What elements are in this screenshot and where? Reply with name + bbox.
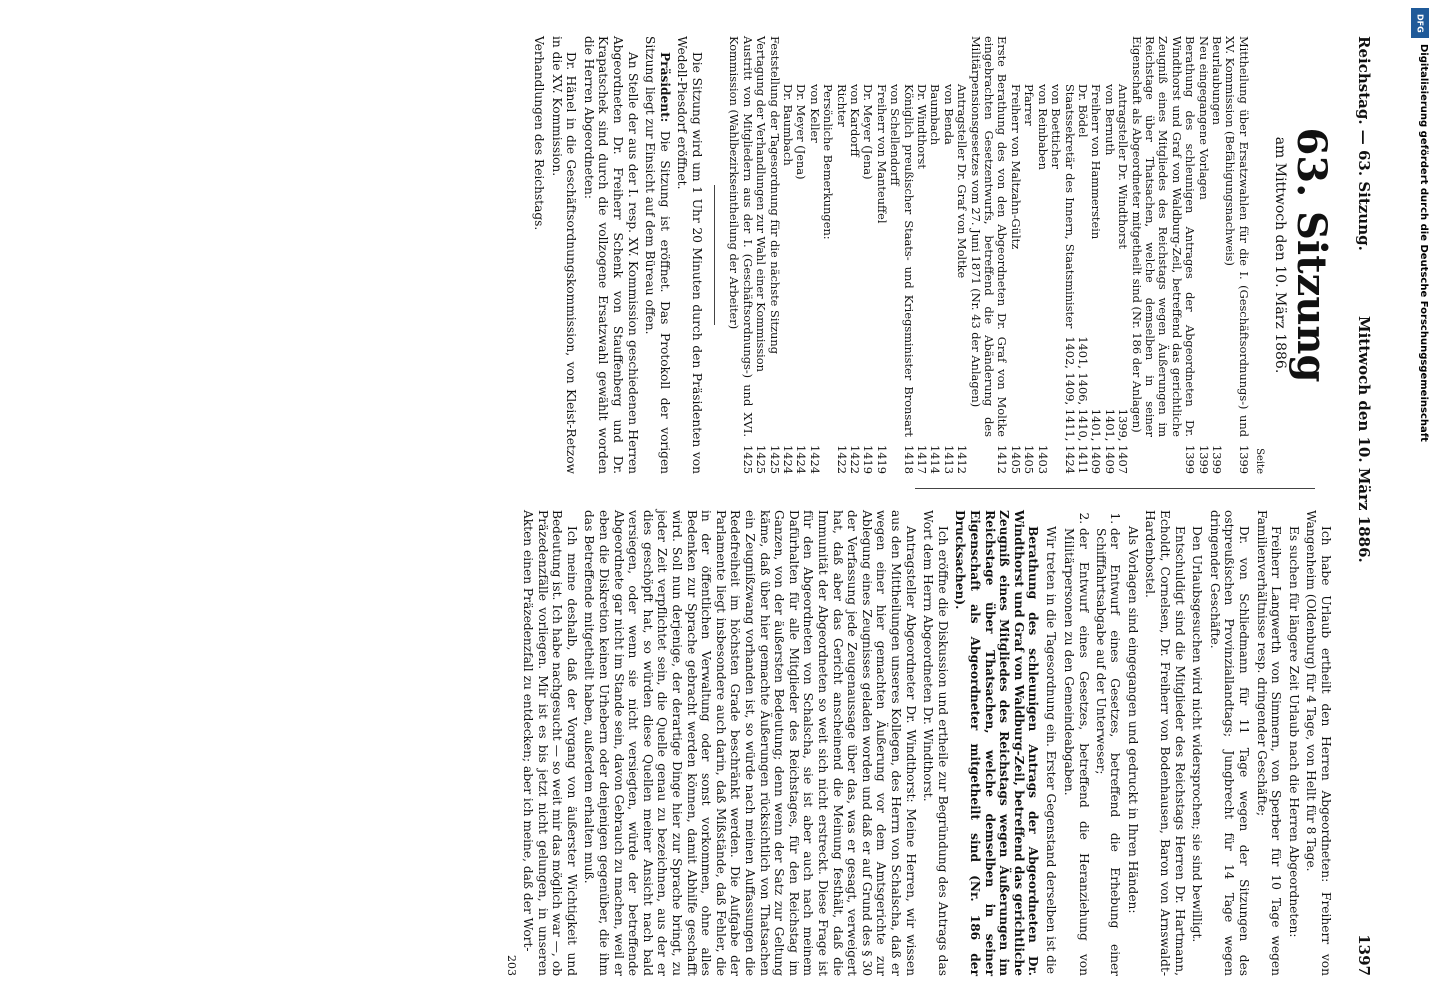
toc-entry-text: von Reinbaben	[1035, 84, 1050, 170]
toc-entry-text: Pfarrer	[1022, 84, 1037, 126]
submission-item: 2. der Entwurf eines Gesetzes, betreffend die Heranziehung von Militärpersonen zu den Gemeindeabgaben.	[1062, 528, 1091, 976]
toc-entry-page: 1399	[1196, 445, 1211, 474]
page-number: 1397	[1355, 934, 1373, 976]
toc-entry-page: 1402, 1409, 1411, 1424	[1062, 336, 1077, 474]
toc-entry-page: 1424	[794, 445, 809, 474]
submission-item: 1. der Entwurf eines Gesetzes, betreffend die Erhebung einer Schifffahrtsabgabe auf der Unterweser;	[1093, 528, 1122, 976]
closing-text: Verhandlungen des Reichstags.	[532, 36, 547, 231]
toc-entry-text: von Benda	[941, 84, 956, 145]
toc-entry	[915, 36, 928, 474]
toc-entry	[955, 36, 968, 474]
toc-entry	[1210, 36, 1223, 474]
toc-entry	[834, 36, 847, 474]
toc-entry	[1035, 36, 1048, 474]
paragraph-1: Ich habe Urlaub ertheilt den Herren Abgeordneten: Freiherr von Wangenheim (Oldenburg) für 4 Tage, von Hellt für 8 Tage.	[1304, 510, 1333, 976]
toc-entry-text: Mittheilung über Ersatzwahlen für die I. (Geschäftsordnungs-) und XV. Kommission (Befähigungsnachweis)	[1223, 36, 1251, 437]
toc-entry	[1129, 36, 1196, 474]
toc-entry	[861, 36, 874, 474]
paragraph-8: Wir treten in die Tagesordnung ein. Erster Gegenstand derselben ist die	[1043, 526, 1058, 975]
toc-entry	[781, 36, 794, 474]
toc-entry	[1076, 36, 1089, 474]
toc-entry-page: 1425	[767, 445, 782, 474]
dfg-logo-icon: DFG	[1411, 8, 1429, 38]
opening-text: Die Sitzung wird um 1 Uhr 20 Minuten durch den Präsidenten von Wedell-Piesdorf eröffnet.	[675, 36, 704, 474]
toc-entry-text: Dr. Windthorst	[915, 84, 930, 169]
toc-entry	[727, 36, 754, 474]
toc-entry-page: 1412	[995, 445, 1010, 474]
toc-entry-text: Antragsteller Dr. Windthorst	[1116, 84, 1131, 249]
toc-entry-page: 1425	[740, 445, 755, 474]
toc-entry	[1196, 36, 1209, 474]
toc-entry	[1009, 36, 1022, 474]
column-divider	[915, 488, 1315, 489]
toc-entry-page: 1401, 1409	[1089, 408, 1104, 474]
toc-entry-text: Freiherr von Manteuffel	[874, 84, 889, 224]
president-label: Präsident:	[657, 52, 672, 123]
toc-entry-page: 1399	[1210, 445, 1224, 474]
paragraph-11: Antragsteller Abgeordneter Dr. Windthorst: Meine Herren, wir wissen aus den Mittheilungen unseres Kollegen, des Herrn von Schalscha, daß er wegen einer hier gemachten Äußerung vor dem Amtsgerichte zur Ablegung eines Zeugnisses geladen worden und daß er auf Grund des § 30 der Verfassung jede Zeugenaussage über das, was er gesagt, verweigert hat, daß aber das Gericht anscheinend die Meinung festhält, daß die Immunität der Abgeordneten so weit sich nicht erstreckt. Diese Frage ist für den Abgeordneten von Schalscha, sie ist aber auch nach meinem Dafürhalten für alle Mitglieder des Reichstages, für den Reichstag im Ganzen, von der äußersten Bedeutung; denn wenn der Satz zur Geltung käme, daß über hier gemachte Äußerungen rücksichtlich von Thatsachen ein Zeugnißzwang vorhanden ist, so würde nach meinen Auffassungen die Redefreiheit im höchsten Grade beschränkt werden. Die Aufgabe der Parlamente liegt insbesondere auch darin, daß Mißstände, daß Fehler, die in der öffentlichen Verwaltung oder sonst vorkommen, ohne alles Bedenken zur Sprache gebracht werden können, damit Abhilfe geschafft wird. Soll nun derjenige, der derartige Dinge hier zur Sprache bringt, zu jeder Zeit verpflichtet sein, die Quelle genau zu bezeichnen, aus der er dies geschöpft hat, so würden diese Quellen meiner Ansicht nach bald versiegen, oder wenn sie nicht versiegten, würde der betreffende Abgeordnete gar nicht im Stande sein, davon Gebrauch zu machen, weil er eben die Diskretion keinen Urhebern oder denjenigen gegenüber, die ihm das Betreffende mitgetheilt haben, außerdem erhalten muß.	[582, 510, 918, 976]
paragraph-2: Es suchen für längere Zeit Urlaub nach die Herren Abgeordneten:	[1286, 526, 1301, 938]
toc-entry-page: 1414	[928, 445, 943, 474]
toc-entry-text: Dr. Meyer (Jena)	[861, 84, 876, 180]
president-paragraph	[643, 36, 672, 474]
toc-entry	[807, 36, 820, 474]
toc-entry	[1116, 36, 1129, 474]
toc-entry	[848, 36, 861, 474]
toc-entry-page: 1399, 1407	[1116, 408, 1131, 474]
paragraph-9: Berathung des schleunigen Antrags der Abgeordneten Dr. Windthorst und Graf von Waldburg-Zeil, betreffend das gerichtliche Zeugniß eines Mitgliedes des Reichstags wegen Äußerungen im Reichstage über Thatsachen, welche demselben in seiner Eigenschaft als Abgeordneter mitgetheilt sind (Nr. 186 der Drucksachen).	[953, 510, 1041, 976]
toc-entry-page: 1417	[915, 445, 930, 474]
toc-entry	[767, 36, 780, 474]
elections-text: An Stelle der aus der I. resp. XV. Kommission geschiedenen Herren Abgeordneten Dr. Freiherr Schenk von Stauffenberg und Dr. Krapatschek sind durch die vollzogene Ersatzwahl gewählt worden die Herren Abgeordneten:	[581, 36, 640, 474]
toc-entry	[754, 36, 767, 474]
paragraph-12: Ich meine deshalb, daß der Vorgang von äußerster Wichtigkeit und Bedeutung ist. Ich habe nachgesucht — so weit mir das möglich war —, ob Präzedenzfälle vorliegen. Mir ist es bis jetzt nicht gelungen, in unseren Akten einen Präzedenzfall zu entdecken; aber ich meine, daß der Wort-	[521, 510, 579, 976]
toc-entry-text: Freiherr von Hammerstein	[1089, 84, 1104, 240]
left-column	[528, 36, 1333, 474]
toc-entry-page: 1399	[1236, 445, 1251, 474]
toc-entry	[1223, 36, 1250, 474]
toc-entry	[888, 36, 915, 474]
toc-entry	[1022, 36, 1035, 474]
toc-entry	[941, 36, 954, 474]
running-header	[1347, 36, 1373, 976]
right-column	[503, 510, 1333, 976]
toc-entry-page: 1419	[874, 445, 889, 474]
toc-entry	[968, 36, 1008, 474]
toc-entry-page: 1401, 1406, 1410, 1411	[1075, 336, 1090, 474]
signature-mark: 203	[504, 955, 518, 976]
toc-entry-page: 1412	[955, 445, 970, 474]
toc-entry-text: von Kardorff	[848, 84, 863, 157]
toc-entry-text: Freiherr von Maltzahn-Gültz	[1008, 84, 1023, 250]
paragraph-5: Den Urlaubsgesuchen wird nicht widersprochen; sie sind bewilligt.	[1190, 526, 1205, 943]
toc-entry-page: 1413	[941, 445, 956, 474]
toc-entry	[1102, 36, 1115, 474]
toc-entry-page: 1422	[834, 445, 849, 474]
toc-entry-text: Dr. Baumbach	[781, 84, 795, 166]
paragraph-4: Dr. von Schliedmann für 11 Tage wegen der Sitzungen des ostpreußischen Provinziallandtags; Jungbrecht für 14 Tage wegen dringender Geschäfte.	[1207, 510, 1252, 976]
toc-entry-text: von Keller	[807, 84, 822, 143]
toc-entry-text: Neu eingegangene Vorlagen	[1196, 36, 1211, 200]
paragraph-6: Entschuldigt sind die Mitglieder des Reichstags Herren Dr. Hartmann, Echoldt, Cornelsen, Dr. Freiherr von Bodenhausen, Baron von Arnswaldt-Hardenbostel.	[1143, 510, 1187, 976]
toc-entry-page: 1424	[807, 445, 822, 474]
toc-entry	[821, 36, 834, 474]
toc-entry-text: Dr. Bödel	[1075, 84, 1090, 138]
toc-entry-text: Erste Berathung des von den Abgeordneten Dr. Graf von Moltke eingebrachten Gesetzentwurfs, betreffend die Abänderung des Militärpensionsgesetzes vom 27. Juni 1871 (Nr. 43 der Anlagen)	[968, 36, 1010, 437]
toc-entry-text: Antragsteller Dr. Graf von Moltke	[955, 84, 970, 279]
toc-entry-text: Berathung des schleunigen Antrages der Abgeordneten Dr. Windthorst und Graf von Waldburg-Zeil, betreffend das gerichtliche Zeugniß eines Mitgliedes des Reichstags wegen Äußerungen im Reichstage über Thatsachen, welche demselben in seiner Eigenschaft als Abgeordneter mitgetheilt sind (Nr. 186 der Anlagen)	[1129, 36, 1198, 437]
toc-entry-text: Richter	[834, 84, 849, 127]
toc-entry	[928, 36, 941, 474]
header-date: Mittwoch den 10. März 1886.	[1355, 316, 1373, 563]
toc-entry-page: 1399	[1183, 445, 1198, 474]
toc-entry-text: Baumbach	[928, 84, 943, 146]
toc-entry-text: Königlich preußischer Staats- und Kriegsminister Bronsart von Schellendorff	[888, 84, 916, 437]
toc-entry-text: Feststellung der Tagesordnung für die nächste Sitzung	[767, 36, 782, 355]
toc-entry	[1049, 36, 1076, 474]
toc-entry-page: 1418	[901, 445, 916, 474]
president-text: Die Sitzung ist eröffnet. Das Protokoll der vorigen Sitzung liegt zur Einsicht auf dem Büreau offen.	[643, 36, 672, 475]
paragraph-7: Als Vorlagen sind eingegangen und gedruckt in Ihren Händen:	[1125, 526, 1140, 914]
toc-entry-page: 1424	[781, 445, 795, 474]
toc-entry-text: Persönliche Bemerkungen:	[821, 84, 836, 240]
session-title: 63. Sitzung	[1288, 127, 1335, 383]
elected-text: Dr. Hänel in die Geschäftsordnungskommission, von Kleist-Retzow in die XV. Kommission.	[549, 36, 579, 474]
paragraph-10: Ich eröffne die Diskussion und ertheile zur Begründung des Antrags das Wort dem Herrn Abgeordneten Dr. Windthorst.	[921, 510, 950, 976]
toc-entry-text: Beurlaubungen	[1210, 36, 1224, 125]
toc-entry	[874, 36, 887, 474]
toc-entry-page: 1422	[848, 445, 863, 474]
toc-entry-page: 1401, 1409	[1102, 408, 1117, 474]
session-subtitle: am Mittwoch den 10. März 1886.	[1272, 136, 1288, 374]
submissions-list	[1062, 510, 1122, 976]
toc-entry-text: Austritt von Mitgliedern aus der I. (Geschäftsordnungs-) und XVI. Kommission (Wahlbezirkseintheilung der Arbeiter)	[727, 36, 755, 437]
toc-entry-page: 1405	[1008, 445, 1023, 474]
funding-credit: Digitalisierung gefördert durch die Deutsche Forschungsgemeinschaft	[1418, 44, 1429, 442]
toc-entry-text: von Bernuth	[1102, 84, 1117, 156]
toc-entry	[1089, 36, 1102, 474]
paragraph-3: Freiherr Langwerth von Simmern, von Sperber für 10 Tage wegen Familienverhältnisse resp. dringender Geschäfte;	[1254, 510, 1284, 976]
seite-label: Seite	[1254, 448, 1266, 474]
toc-entry-page: 1425	[754, 445, 769, 474]
toc-entry-text: Vertagung der Verhandlungen zur Wahl einer Kommission	[754, 36, 769, 373]
table-of-contents	[727, 36, 1250, 474]
toc-entry-page: 1419	[861, 445, 876, 474]
toc-entry-page: 1403	[1035, 445, 1050, 474]
toc-entry-text: Staatssekretär des Innern, Staatsminister von Boetticher	[1049, 84, 1077, 329]
toc-entry-text: Dr. Meyer (Jena)	[794, 84, 809, 180]
credit-strip	[1395, 0, 1432, 1000]
toc-entry-page: 1405	[1022, 445, 1037, 474]
separator-rule	[714, 185, 715, 325]
header-left: Reichstag. — 63. Sitzung.	[1355, 36, 1373, 251]
toc-entry	[794, 36, 807, 474]
